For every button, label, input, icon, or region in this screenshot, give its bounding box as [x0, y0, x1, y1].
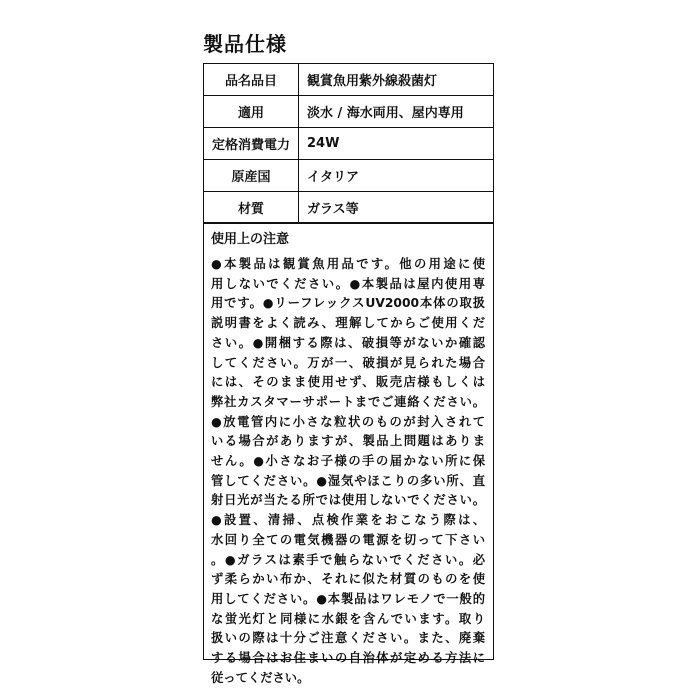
usage-notes-heading: 使用上の注意	[211, 232, 290, 247]
notes-line: する場合はお住まいの自治体が定める方法に	[211, 651, 485, 666]
spec-label: 材質	[204, 192, 299, 223]
page-title: 製品仕様	[203, 32, 287, 56]
notes-line: 。●ガラスは素手で触らないでください。必	[211, 552, 485, 567]
notes-line: さい。●開梱する際は、破損等がないか確認	[211, 335, 485, 350]
notes-line: 用しないでください。●本製品は屋内使用専	[211, 276, 485, 291]
spec-label: 適用	[204, 96, 299, 127]
spec-row-origin	[204, 160, 493, 192]
notes-line: 水回り全ての電気機器の電源を切って下さい	[211, 532, 485, 547]
spec-row-power	[204, 128, 493, 160]
spec-label: 品名品目	[204, 64, 299, 95]
spec-row-application	[204, 96, 493, 128]
notes-line: してください。万が一、破損が見られた場合	[211, 355, 485, 370]
notes-line: ●本製品は観賞魚用品です。他の用途に使	[211, 257, 485, 271]
spec-row-product-name	[204, 64, 493, 96]
spec-value: ガラス等	[307, 202, 359, 217]
notes-line: ず柔らかい布か、それに似た材質のものを使	[211, 572, 485, 587]
notes-line: 弊社カスタマーサポートまでご連絡ください。	[211, 394, 485, 409]
notes-line: には、そのまま使用せず、販売店様もしくは	[211, 375, 485, 390]
notes-line: ●設置、清掃、点検作業をおこなう際は、	[211, 513, 485, 528]
spec-value: 淡水 / 海水両用、屋内専用	[307, 106, 464, 121]
spec-row-material	[204, 192, 493, 223]
usage-notes-box	[203, 222, 494, 685]
usage-notes-body	[211, 255, 485, 688]
spec-value: 観賞魚用紫外線殺菌灯	[307, 74, 438, 89]
notes-line: 従ってください。	[211, 670, 310, 685]
notes-line: ●放電管内に小さな粒状のものが封入されて	[211, 414, 485, 429]
notes-line: 扱いの際は十分ご注意ください。また、廃棄	[211, 631, 485, 646]
spec-label: 定格消費電力	[204, 128, 299, 159]
spec-label: 原産国	[204, 160, 299, 191]
notes-line: な蛍光灯と同様に水銀を含んでいます。取り	[211, 611, 485, 626]
notes-line: 用してください。●本製品はワレモノで一般的	[211, 591, 485, 606]
notes-line: 管してください。●湿気やほこりの多い所、直	[211, 473, 485, 488]
notes-line: いる場合がありますが、製品上問題はありま	[211, 434, 485, 449]
notes-line: 射日光が当たる所では使用しないでください。	[211, 493, 485, 508]
notes-line: せん。●小さなお子様の手の届かない所に保	[211, 454, 485, 469]
notes-line: 用です。●リーフレックスUV2000本体の取扱	[211, 296, 485, 311]
notes-line: 説明書をよく読み、理解してからご使用くだ	[211, 316, 485, 331]
spec-value: 24W	[307, 136, 340, 151]
spec-table	[203, 63, 494, 224]
spec-value: イタリア	[307, 170, 360, 185]
